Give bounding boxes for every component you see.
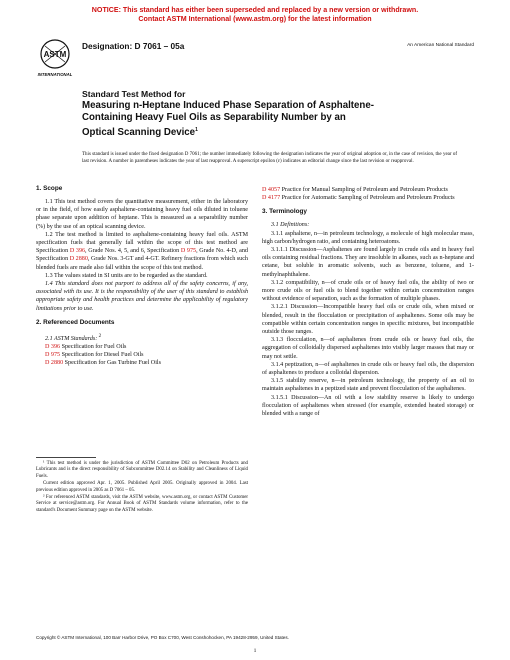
link-ref-d975[interactable]: D 975 (45, 352, 61, 359)
right-column (262, 186, 474, 418)
para-3-1-text: 3.1 Definitions: (271, 222, 310, 229)
link-ref-d396[interactable]: D 396 (45, 344, 61, 351)
footnote-1: ¹ This test method is under the jurisdiction of ASTM Committee D02 on Petroleum Products and Lubricants and is the direct responsibility of Subcommittee D02.14 on Stability and Cleanliness of Liquid Fuels. (36, 461, 248, 479)
reference-title: Practice for Automatic Sampling of Petroleum and Petroleum Products (281, 195, 455, 202)
para-1-2-text-d: , Grade Nos. 3-GT and 4-GT. Refinery fractions from which such blended fuels are made also fall within the scope of this test method. (36, 256, 248, 271)
para-1-4 (36, 280, 248, 313)
link-ref-d4177[interactable]: D 4177 (262, 195, 281, 202)
link-d975[interactable]: D 975 (180, 248, 197, 255)
para-2-1 (36, 332, 248, 343)
page-number: 1 (253, 648, 257, 654)
reference-title: Specification for Fuel Oils (61, 344, 127, 351)
para-3-1-1: 3.1.1 asphaltene, n—in petroleum technology, a molecule of high molecular mass, high carbon/hydrogen ratio, and containing heteroatoms. (262, 230, 474, 245)
para-1-2 (36, 231, 248, 272)
title-standard-line: Standard Test Method for (82, 89, 186, 99)
para-3-1-2-1: 3.1.2.1 Discussion—Incompatible heavy fuel oils or crude oils, when mixed or blended, result in the flocculation or precipitation of asphaltenes. Some oils may be compatible within certain concentration ranges in specific mixtures, but incompatible outside those ranges. (262, 304, 474, 336)
section-heading-scope: 1. Scope (36, 185, 63, 192)
reference-title: Practice for Manual Sampling of Petroleum and Petroleum Products (281, 187, 448, 193)
title-line-3 (82, 124, 462, 139)
copyright-line: Copyright © ASTM International, 100 Barr Harbor Drive, PO Box C700, West Conshohocken, PA 19428-2959, United States. (36, 635, 289, 640)
footnote-1-edition: Current edition approved Apr. 1, 2005. Published April 2005. Originally approved in 2004. Last previous edition approved in 2005 as D 7061 – 05. (36, 481, 248, 493)
logo-text: ASTM (43, 50, 67, 59)
footnote-2: ² For referenced ASTM standards, visit the ASTM website, www.astm.org, or contact ASTM Customer Service at service@astm.org. For Annual Book of ASTM Standards volume information, refer to the standard's Document Summary page on the ASTM website. (36, 495, 248, 513)
reference-item (36, 343, 248, 351)
reference-item (36, 359, 248, 367)
astm-logo-icon (36, 38, 74, 80)
notice-line-2: Contact ASTM International (www.astm.org) for the latest information (138, 15, 372, 23)
para-3-1-5-1: 3.1.5.1 Discussion—An oil with a low stability reserve is likely to undergo flocculation of asphaltenes when stressed (for example, extended heated storage) or blended with a range of (262, 394, 474, 418)
reference-item (262, 194, 474, 202)
title-line-1: Measuring n-Heptane Induced Phase Separation of Asphaltene- (82, 100, 374, 111)
para-1-4-text: 1.4 This standard does not purport to address all of the safety concerns, if any, associated with its use. It is the responsibility of the user of this standard to establish appropriate safety and health practices and determine the applicability of regulatory limitations prior to use. (36, 281, 248, 312)
notice-line-1: NOTICE: This standard has either been superseded and replaced by a new version or withdrawn. (91, 6, 419, 14)
reference-list (36, 343, 248, 368)
document-title (82, 89, 462, 139)
link-d2880[interactable]: D 2880 (69, 256, 88, 263)
para-3-1-2: 3.1.2 compatibility, n—of crude oils or of heavy fuel oils, the ability of two or more crude oils or fuel oils to blend together within certain concentration ranges without evidence of separation, such as the formation of multiple phases. (262, 279, 474, 303)
link-ref-d2880[interactable]: D 2880 (45, 360, 64, 367)
para-3-1 (262, 221, 474, 229)
para-3-1-3: 3.1.3 flocculation, n—of asphaltenes from crude oils or heavy fuel oils, the aggregation of colloidally dispersed asphaltenes into visibly larger masses that may or may not settle. (262, 337, 474, 360)
link-ref-d4057[interactable]: D 4057 (262, 187, 281, 193)
title-line-2: Containing Heavy Fuel Oils as Separability Number by an (82, 112, 346, 123)
issuance-note: This standard is issued under the fixed designation D 7061; the number immediately following the designation indicates the year of original adoption or, in the case of revision, the year of last revision. A number in parentheses indicates the year of last reapproval. A superscript epsilon (ε) indicates an editorial change since the last revision or reapproval. (82, 152, 457, 164)
title-footnote-mark: 1 (195, 127, 198, 133)
reference-title: Specification for Gas Turbine Fuel Oils (64, 360, 161, 367)
designation: Designation: D 7061 – 05a (82, 41, 185, 51)
para-2-1-footnote-mark: 2 (97, 332, 102, 339)
para-1-3: 1.3 The values stated in SI units are to be regarded as the standard. (45, 272, 208, 279)
section-heading-referenced-documents: 2. Referenced Documents (36, 318, 115, 326)
para-1-2-text-a: 1.2 The test method is limited to asphaltene-containing heavy fuel oils. ASTM specification fuels that generally fall within the scope of this test method are Specification (36, 231, 248, 255)
para-3-1-4: 3.1.4 peptization, n—of asphaltenes in crude oils or heavy fuel oils, the dispersion of asphaltenes to produce a colloidal dispersion. (262, 361, 474, 377)
title-line-3-text: Optical Scanning Device (82, 127, 196, 139)
para-3-1-1-1: 3.1.1.1 Discussion—Asphaltenes are found largely in crude oils and in heavy fuel oils containing residual fractions. They are insoluble in alkanes, such as n-heptane and cetane, but soluble in aromatic solvents, such as benzene, toluene, and 1-methylnaphthalene. (262, 247, 474, 278)
publisher-label: An American National Standard (407, 43, 474, 48)
withdrawal-notice (0, 6, 510, 24)
logo-subtext: INTERNATIONAL (37, 72, 73, 77)
reference-list-continued (262, 186, 474, 202)
reference-item (36, 351, 248, 359)
footnotes (36, 461, 248, 515)
para-3-1-5: 3.1.5 stability reserve, n—in petroleum technology, the property of an oil to maintain asphaltenes in a peptized state and prevent flocculation of the asphaltenes. (262, 378, 474, 393)
footnote-divider (36, 457, 96, 458)
left-column (36, 185, 248, 368)
para-1-2-text-b: , Grade Nos. 4, 5, and 6, Specification (85, 248, 181, 255)
para-1-2-text-c: , Grade No. 4-D, and Specification (36, 248, 248, 263)
para-1-1: 1.1 This test method covers the quantitative measurement, either in the laboratory or in the field, of how easily asphaltene-containing heavy fuel oils diluted in toluene phase separate upon addition of heptane. This is measured as a separability number (%) by the use of an optical scanning device. (36, 199, 248, 230)
reference-title: Specification for Diesel Fuel Oils (61, 352, 144, 359)
link-d396[interactable]: D 396 (69, 248, 86, 255)
para-2-1-text: 2.1 ASTM Standards: (45, 335, 98, 342)
section-heading-terminology: 3. Terminology (262, 208, 307, 216)
reference-item (262, 186, 474, 194)
